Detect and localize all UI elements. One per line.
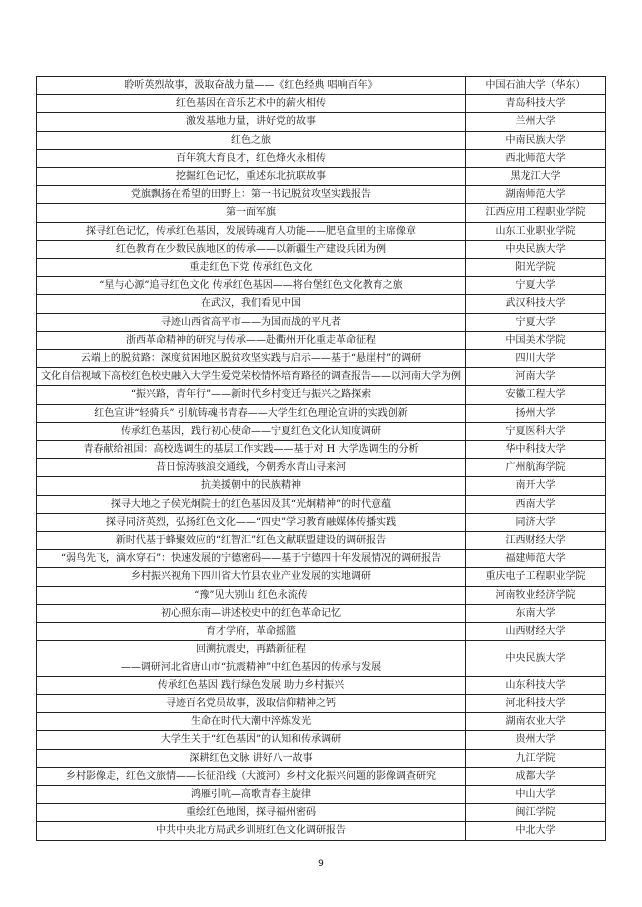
project-table-body [37, 77, 606, 841]
school-name-cell: 青岛科技大学 [466, 95, 606, 113]
table-row [37, 532, 606, 550]
project-title-cell: 挖掘红色记忆，重述东北抗联故事 [37, 168, 466, 186]
school-name-cell: 南开大学 [466, 477, 606, 495]
project-title-cell: 党旗飘扬在希望的田野上：第一书记脱贫攻坚实践报告 [37, 186, 466, 204]
project-title-cell: 乡村影像走，红色文旅情——长征沿线（大渡河）乡村文化振兴问题的影像调查研究 [37, 767, 466, 785]
project-title-cell: 在武汉，我们看见中国 [37, 295, 466, 313]
school-name-cell: 中山大学 [466, 785, 606, 803]
table-row [37, 749, 606, 767]
project-table [36, 76, 606, 841]
table-row [37, 477, 606, 495]
project-title-cell: 第一面军旗 [37, 204, 466, 222]
project-title-cell: 新时代基于蜂聚效应的“红智汇”红色文献联盟建设的调研报告 [37, 532, 466, 550]
school-name-cell: 重庆电子工程职业学院 [466, 568, 606, 586]
table-row [37, 641, 606, 676]
table-row [37, 386, 606, 404]
page-number: 9 [318, 859, 324, 869]
project-title-cell: 红色宣讲“轻骑兵” 引航铸魂书青春——大学生红色理论宣讲的实践创新 [37, 404, 466, 422]
project-title-cell: 云端上的脱贫路：深度贫困地区脱贫攻坚实践与启示——基于“悬崖村”的调研 [37, 350, 466, 368]
project-title-cell: 传承红色基因，践行初心使命——宁夏红色文化认知度调研 [37, 422, 466, 440]
project-title-cell: 鸿雁引吭—高歌青春主旋律 [37, 785, 466, 803]
table-row [37, 495, 606, 513]
project-title-cell: 中共中央北方局武乡训班红色文化调研报告 [37, 822, 466, 840]
project-title-cell: 红色基因在音乐艺术中的薪火相传 [37, 95, 466, 113]
project-title-cell: 青春献给祖国：高校选调生的基层工作实践——基于对 H 大学选调生的分析 [37, 441, 466, 459]
project-title-cell: 探寻红色记忆，传承红色基因，发展铸魂育人功能——肥皂盒里的主席像章 [37, 222, 466, 240]
project-title-cell: 抗美援朝中的民族精神 [37, 477, 466, 495]
table-row [37, 313, 606, 331]
table-row [37, 676, 606, 694]
project-title-cell: 聆听英烈故事，汲取奋战力量——《红色经典 唱响百年》 [37, 77, 466, 95]
table-row [37, 586, 606, 604]
project-title-cell: 大学生关于“红色基因”的认知和传承调研 [37, 731, 466, 749]
table-row [37, 95, 606, 113]
table-row [37, 568, 606, 586]
school-name-cell: 九江学院 [466, 749, 606, 767]
table-row [37, 459, 606, 477]
school-name-cell: 兰州大学 [466, 113, 606, 131]
project-title-cell: “振兴路，青年行”——新时代乡村变迁与振兴之路探索 [37, 386, 466, 404]
project-title-cell: “弱鸟先飞，滴水穿石”：快速发展的宁德密码——基于宁德四十年发展情况的调研报告 [37, 550, 466, 568]
school-name-cell: 河南牧业经济学院 [466, 586, 606, 604]
school-name-cell: 湖南师范大学 [466, 186, 606, 204]
school-name-cell: 四川大学 [466, 350, 606, 368]
school-name-cell: 中央民族大学 [466, 641, 606, 676]
table-row [37, 350, 606, 368]
table-row [37, 822, 606, 840]
project-title-cell: “豫”见大别山 红色永流传 [37, 586, 466, 604]
project-title-cell: 昔日惊涛骇浪交通线，今朝秀水青山寻来河 [37, 459, 466, 477]
project-title-cell: 传承红色基因 践行绿色发展 助力乡村振兴 [37, 676, 466, 694]
project-title-cell: 育才学府，革命摇篮 [37, 623, 466, 641]
table-row [37, 186, 606, 204]
school-name-cell: 山东工业职业学院 [466, 222, 606, 240]
school-name-cell: 武汉科技大学 [466, 295, 606, 313]
table-row [37, 131, 606, 149]
school-name-cell: 山东科技大学 [466, 676, 606, 694]
table-row [37, 713, 606, 731]
school-name-cell: 山西财经大学 [466, 623, 606, 641]
table-row [37, 204, 606, 222]
table-row [37, 149, 606, 167]
school-name-cell: 扬州大学 [466, 404, 606, 422]
table-row [37, 113, 606, 131]
table-row [37, 550, 606, 568]
project-title-cell: 探寻大地之子侯光炯院士的红色基因及其“光炯精神”的时代意蕴 [37, 495, 466, 513]
school-name-cell: 西北师范大学 [466, 149, 606, 167]
project-title-cell: 红色教育在少数民族地区的传承——以新疆生产建设兵团为例 [37, 240, 466, 258]
school-name-cell: 中北大学 [466, 822, 606, 840]
school-name-cell: 阳光学院 [466, 259, 606, 277]
school-name-cell: 东南大学 [466, 604, 606, 622]
project-title-cell: 寻迹山西省高平市——为国而战的平凡者 [37, 313, 466, 331]
project-title-cell: 重走红色下党 传承红色文化 [37, 259, 466, 277]
school-name-cell: 湖南农业大学 [466, 713, 606, 731]
table-row [37, 604, 606, 622]
project-title-cell: 重绘红色地图，探寻福州密码 [37, 804, 466, 822]
school-name-cell: 河南大学 [466, 368, 606, 386]
project-title-cell: 红色之旅 [37, 131, 466, 149]
school-name-cell: 西南大学 [466, 495, 606, 513]
table-row [37, 441, 606, 459]
school-name-cell: 广州航海学院 [466, 459, 606, 477]
table-row [37, 422, 606, 440]
project-title-cell: “星与心源”追寻红色文化 传承红色基因——将台堡红色文化教育之旅 [37, 277, 466, 295]
school-name-cell: 宁夏医科大学 [466, 422, 606, 440]
school-name-cell: 闽江学院 [466, 804, 606, 822]
table-row [37, 767, 606, 785]
school-name-cell: 中国石油大学（华东） [466, 77, 606, 95]
table-row [37, 404, 606, 422]
table-row [37, 785, 606, 803]
table-row [37, 694, 606, 712]
project-title-cell: 激发基地力量，讲好党的故事 [37, 113, 466, 131]
table-row [37, 259, 606, 277]
project-title-cell: 浙西革命精神的研究与传承——赴衢州开化重走革命征程 [37, 331, 466, 349]
school-name-cell: 华中科技大学 [466, 441, 606, 459]
school-name-cell: 黑龙江大学 [466, 168, 606, 186]
project-title-cell: 生命在时代大潮中淬炼发光 [37, 713, 466, 731]
table-row [37, 168, 606, 186]
school-name-cell: 中国美术学院 [466, 331, 606, 349]
school-name-cell: 中南民族大学 [466, 131, 606, 149]
school-name-cell: 安徽工程大学 [466, 386, 606, 404]
table-row [37, 731, 606, 749]
school-name-cell: 江西应用工程职业学院 [466, 204, 606, 222]
school-name-cell: 中央民族大学 [466, 240, 606, 258]
project-title-cell: 文化自信视域下高校红色校史融入大学生爱党荣校情怀培育路径的调查报告——以河南大学为例 [37, 368, 466, 386]
table-row [37, 77, 606, 95]
project-title-cell: 深耕红色文脉 讲好八一故事 [37, 749, 466, 767]
table-row [37, 295, 606, 313]
school-name-cell: 宁夏大学 [466, 277, 606, 295]
table-row [37, 804, 606, 822]
school-name-cell: 贵州大学 [466, 731, 606, 749]
school-name-cell: 福建师范大学 [466, 550, 606, 568]
school-name-cell: 同济大学 [466, 513, 606, 531]
table-row [37, 623, 606, 641]
table-row [37, 240, 606, 258]
table-row [37, 277, 606, 295]
project-title-cell: 乡村振兴视角下四川省大竹县农业产业发展的实地调研 [37, 568, 466, 586]
table-row [37, 513, 606, 531]
school-name-cell: 河北科技大学 [466, 694, 606, 712]
table-row [37, 368, 606, 386]
project-title-cell: 探寻同济英烈，弘扬红色文化——“四史”学习教育融媒体传播实践 [37, 513, 466, 531]
table-row [37, 331, 606, 349]
project-title-cell: 寻迹百名党员故事，汲取信仰精神之钙 [37, 694, 466, 712]
table-row [37, 222, 606, 240]
school-name-cell: 成都大学 [466, 767, 606, 785]
project-title-cell: 百年筑大育良才，红色烽火永相传 [37, 149, 466, 167]
project-title-cell: 初心照东南—讲述校史中的红色革命记忆 [37, 604, 466, 622]
school-name-cell: 宁夏大学 [466, 313, 606, 331]
school-name-cell: 江西财经大学 [466, 532, 606, 550]
project-title-cell: 回溯抗震史，再踏新征程 ——调研河北省唐山市“抗震精神”中红色基因的传承与发展 [37, 641, 466, 676]
